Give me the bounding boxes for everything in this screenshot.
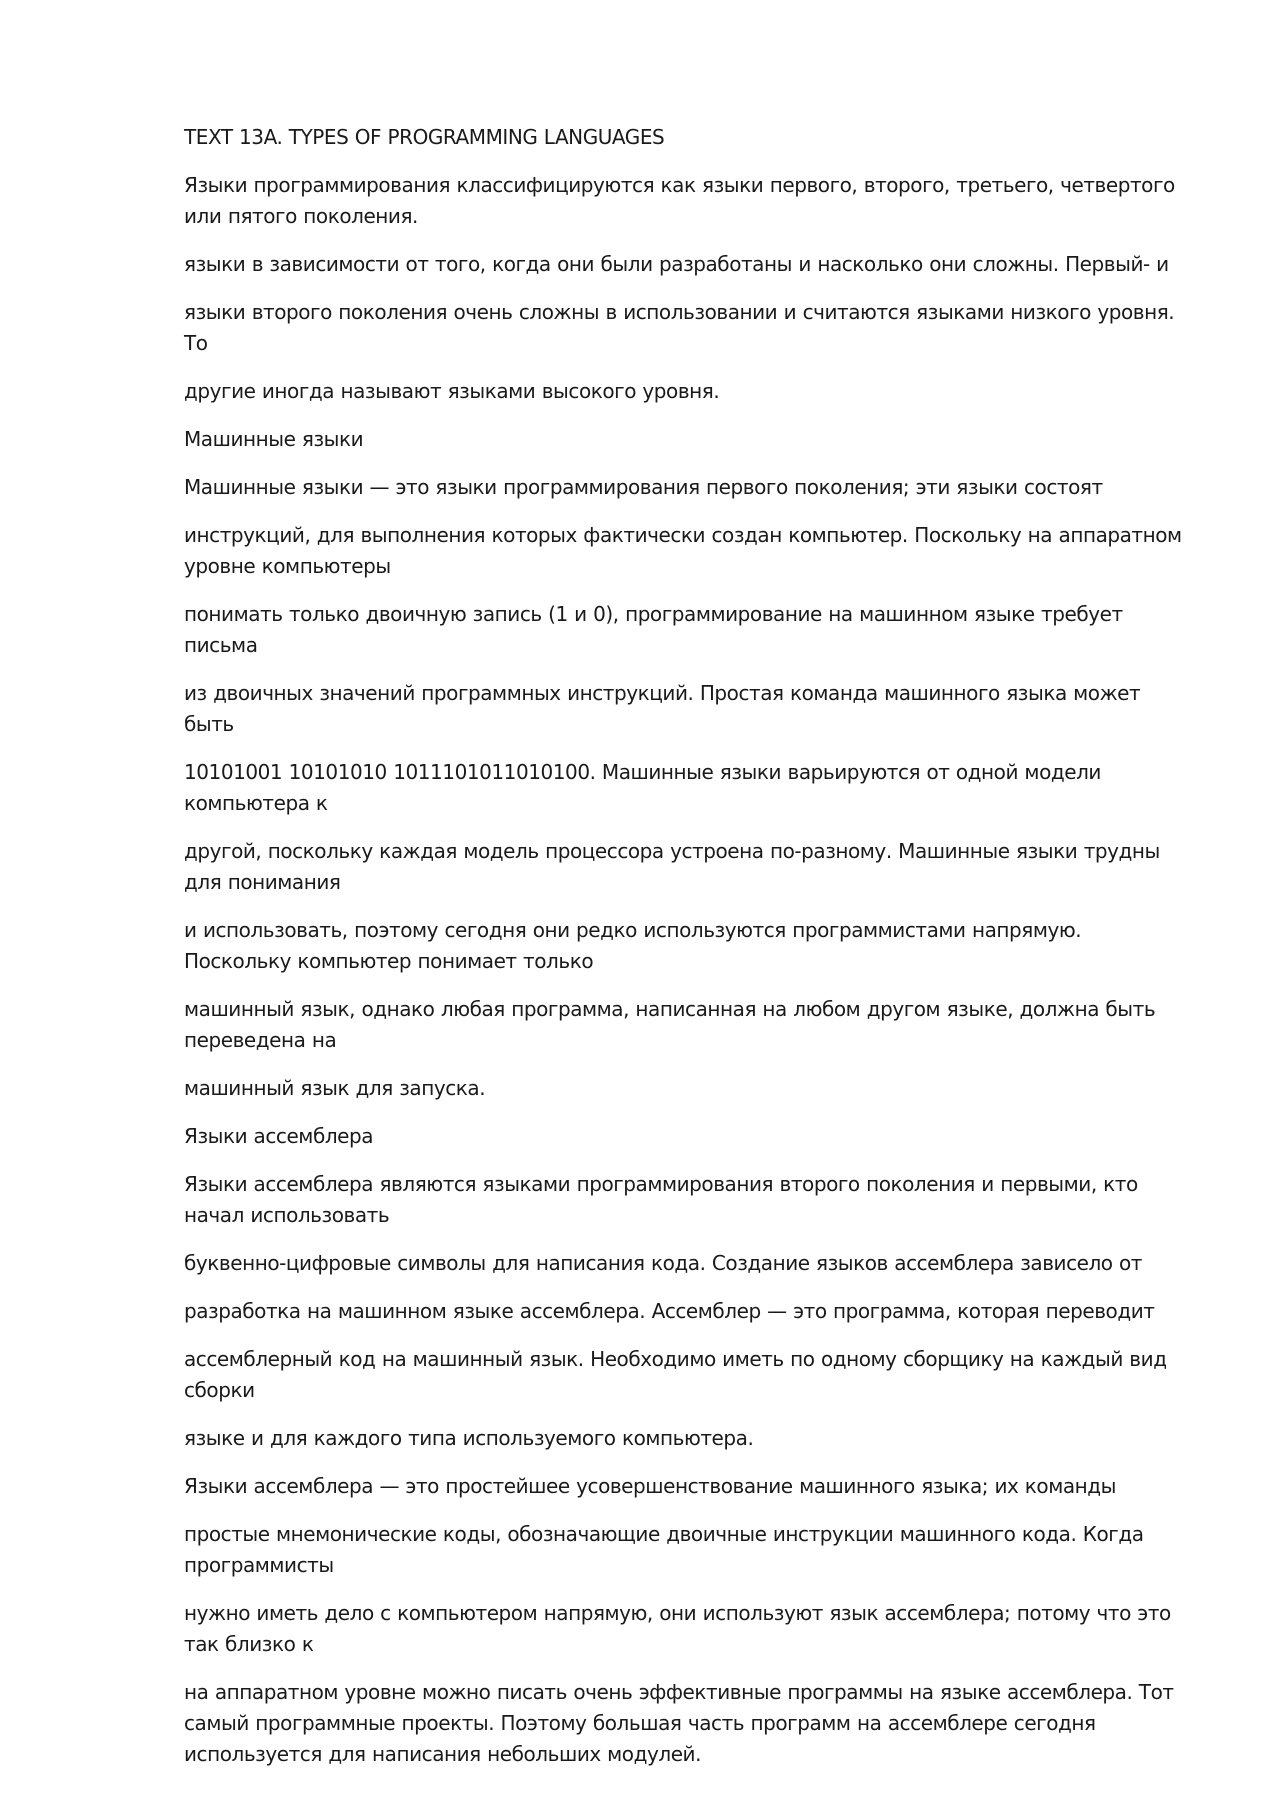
paragraph: другие иногда называют языками высокого уровня. xyxy=(184,379,720,403)
section-heading-assembly-languages: Языки ассемблера xyxy=(184,1124,374,1148)
paragraph: Машинные языки — это языки программирования первого поколения; эти языки состоят xyxy=(184,475,1103,499)
paragraph: языки в зависимости от того, когда они были разработаны и насколько они сложны. Первый- и xyxy=(184,252,1169,276)
paragraph: инструкций, для выполнения которых фактически создан компьютер. Поскольку на аппаратном уровне компьютеры xyxy=(184,523,1182,578)
paragraph: ассемблерный код на машинный язык. Необходимо иметь по одному сборщику на каждый вид сборки xyxy=(184,1347,1167,1402)
paragraph: простые мнемонические коды, обозначающие двоичные инструкции машинного кода. Когда программисты xyxy=(184,1522,1144,1577)
paragraph: нужно иметь дело с компьютером напрямую, они используют язык ассемблера; потому что это так близко к xyxy=(184,1601,1171,1656)
paragraph: Языки ассемблера являются языками программирования второго поколения и первыми, кто начал использовать xyxy=(184,1172,1138,1227)
paragraph: понимать только двоичную запись (1 и 0), программирование на машинном языке требует письма xyxy=(184,602,1123,657)
paragraph: на аппаратном уровне можно писать очень эффективные программы на языке ассемблера. Тот самый программные проекты. Поэтому большая часть программ на ассемблере сегодня используется для написания небольших модулей. xyxy=(184,1680,1174,1766)
paragraph: и использовать, поэтому сегодня они редко используются программистами напрямую. Поскольку компьютер понимает только xyxy=(184,918,1082,973)
paragraph: из двоичных значений программных инструкций. Простая команда машинного языка может быть xyxy=(184,681,1141,736)
paragraph: Языки программирования классифицируются как языки первого, второго, третьего, четвертого или пятого поколения. xyxy=(184,173,1175,228)
document-title: TEXT 13A. TYPES OF PROGRAMMING LANGUAGES xyxy=(184,125,665,149)
paragraph: другой, поскольку каждая модель процессора устроена по-разному. Машинные языки трудны для понимания xyxy=(184,839,1160,894)
paragraph: Языки ассемблера — это простейшее усовершенствование машинного языка; их команды xyxy=(184,1474,1116,1498)
paragraph: разработка на машинном языке ассемблера. Ассемблер — это программа, которая переводит xyxy=(184,1299,1155,1323)
paragraph: машинный язык для запуска. xyxy=(184,1076,486,1100)
paragraph: языке и для каждого типа используемого компьютера. xyxy=(184,1426,754,1450)
paragraph: машинный язык, однако любая программа, написанная на любом другом языке, должна быть переведена на xyxy=(184,997,1156,1052)
document-page xyxy=(184,122,1194,1787)
paragraph: языки второго поколения очень сложны в использовании и считаются языками низкого уровня. То xyxy=(184,300,1175,355)
paragraph: 10101001 10101010 1011101011010100. Машинные языки варьируются от одной модели компьютера к xyxy=(184,760,1101,815)
paragraph: буквенно-цифровые символы для написания кода. Создание языков ассемблера зависело от xyxy=(184,1251,1142,1275)
section-heading-machine-languages: Машинные языки xyxy=(184,427,364,451)
